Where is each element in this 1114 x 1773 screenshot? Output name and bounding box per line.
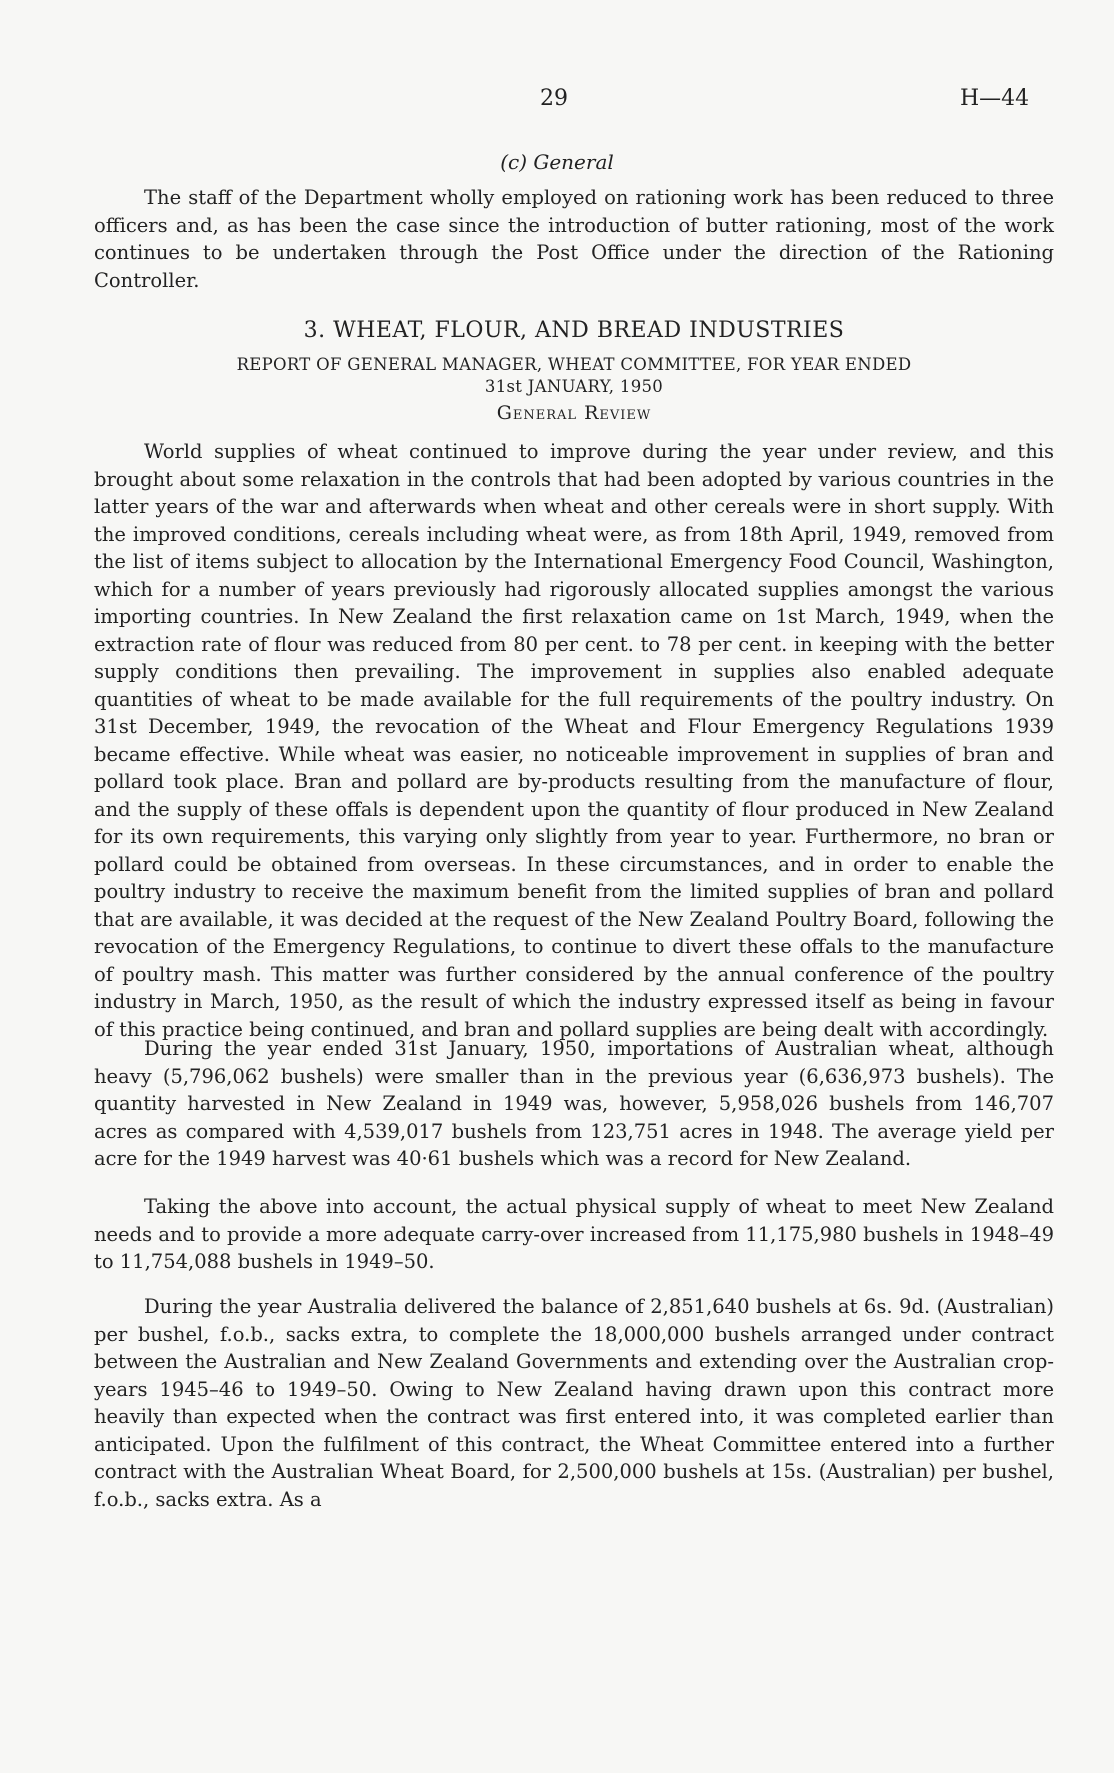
paragraph-physical-supply: Taking the above into account, the actual physical supply of wheat to meet New Zealand needs and to provide a more adequate carry-over increased from 11,175,980 bushels in 1948–49 to 11,754,088 bushels in 1949–50. bbox=[94, 1195, 1054, 1273]
document-reference: H—44 bbox=[960, 86, 1030, 111]
section-c-paragraph: The staff of the Department wholly employed on rationing work has been reduced to three officers and, as has been the case since the introduction of butter rationing, most of the work continues to be undertaken through the Post Office under the direction of the Rationing Controller. bbox=[94, 186, 1054, 292]
paragraph-importations: During the year ended 31st January, 1950, importations of Australian wheat, although heavy (5,796,062 bushels) were smaller than in the previous year (6,636,973 bushels). The quantity harvested in New Zealand in 1949 was, however, 5,958,026 bushels from 146,707 acres as compared with 4,539,017 bushels from 123,751 acres in 1948. The average yield per acre for the 1949 harvest was 40·61 bushels which was a record for New Zealand. bbox=[94, 1037, 1054, 1170]
report-title-line1: REPORT OF GENERAL MANAGER, WHEAT COMMITTEE, FOR YEAR ENDED bbox=[236, 355, 912, 374]
paragraph-australia-contract: During the year Australia delivered the balance of 2,851,640 bushels at 6s. 9d. (Australian) per bushel, f.o.b., sacks extra, to complete the 18,000,000 bushels arranged under contract between the Australian and New Zealand Governments and extending over the Australian crop-years 1945–46 to 1949–50. Owing to New Zealand having drawn upon this contract more heavily than expected when the contract was first entered into, it was completed earlier than anticipated. Upon the fulfilment of this contract, the Wheat Committee entered into a further contract with the Australian Wheat Board, for 2,500,000 bushels at 15s. (Australian) per bushel, f.o.b., sacks extra. As a bbox=[94, 1295, 1054, 1511]
page-number: 29 bbox=[540, 86, 568, 111]
page-header bbox=[0, 86, 1114, 116]
paragraph-world-supplies: World supplies of wheat continued to improve during the year under review, and this brought about some relaxation in the controls that had been adopted by various countries in the latter years of the war and afterwards when wheat and other cereals were in short supply. With the improved conditions, cereals including wheat were, as from 18th April, 1949, removed from the list of items subject to allocation by the International Emergency Food Council, Washington, which for a number of years previously had rigorously allocated supplies amongst the various importing countries. In New Zealand the first relaxation came on 1st March, 1949, when the extraction rate of flour was reduced from 80 per cent. to 78 per cent. in keeping with the better supply conditions then prevailing. The improvement in supplies also enabled adequate quantities of wheat to be made available for the full requirements of the poultry industry. On 31st December, 1949, the revocation of the Wheat and Flour Emergency Regulations 1939 became effective. While wheat was easier, no noticeable improvement in supplies of bran and pollard took place. Bran and pollard are by-products resulting from the manufacture of flour, and the supply of these offals is dependent upon the quantity of flour produced in New Zealand for its own requirements, this varying only slightly from year to year. Furthermore, no bran or pollard could be obtained from overseas. In these circumstances, and in order to enable the poultry industry to receive the maximum benefit from the limited supplies of bran and pollard that are available, it was decided at the request of the New Zealand Poultry Board, following the revocation of the Emergency Regulations, to continue to divert these offals to the manufacture of poultry mash. This matter was further considered by the annual conference of the poultry industry in March, 1950, as the result of which the industry expressed itself as being in favour of this practice being continued, and bran and pollard supplies are being dealt with accordingly. bbox=[94, 440, 1054, 1041]
report-title-line2: 31st JANUARY, 1950 bbox=[484, 377, 664, 396]
general-review-heading: General Review bbox=[496, 402, 652, 424]
section-c-heading: (c) General bbox=[500, 150, 614, 174]
section-3-heading: 3. WHEAT, FLOUR, AND BREAD INDUSTRIES bbox=[303, 318, 845, 343]
